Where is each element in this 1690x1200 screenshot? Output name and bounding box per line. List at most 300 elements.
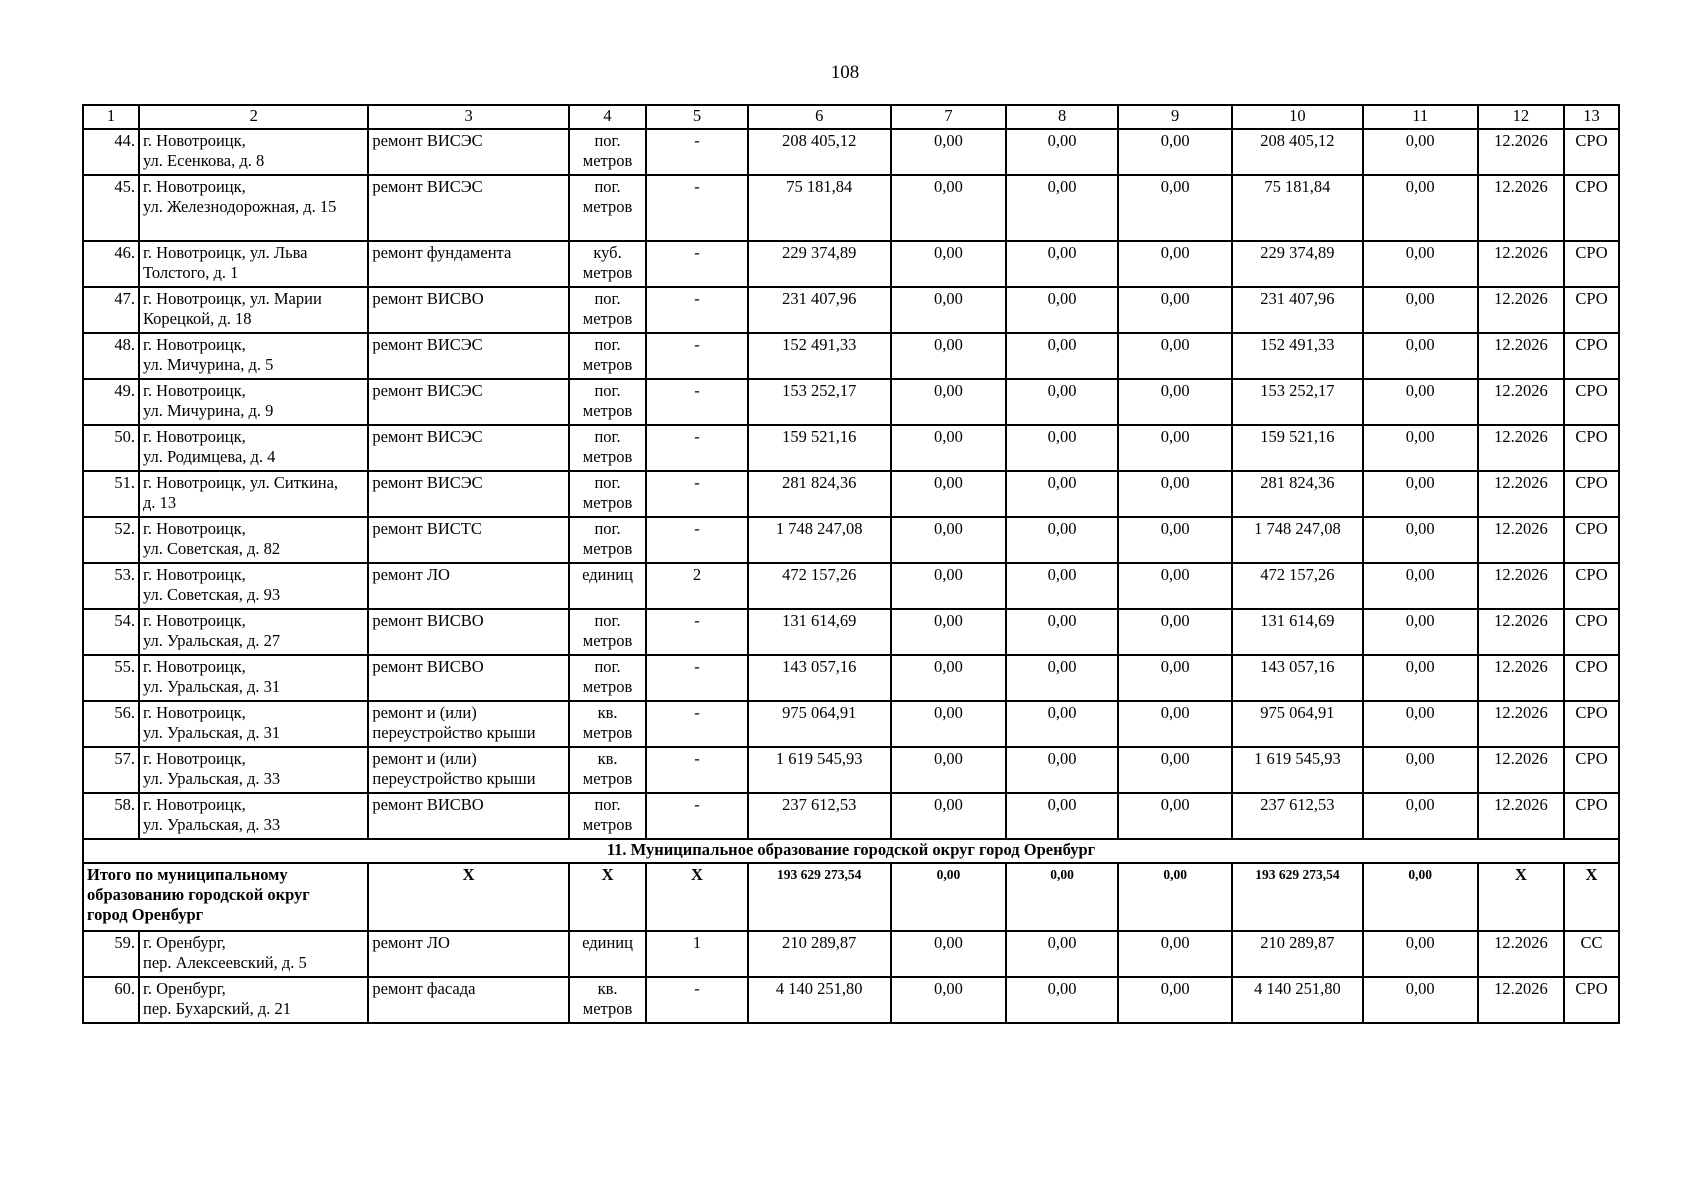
amount-cell-c8: 0,00 xyxy=(1006,931,1118,977)
work-type-cell-line: ремонт ВИСТС xyxy=(372,519,482,538)
unit-cell xyxy=(569,793,647,839)
work-type-cell-line: переустройство крыши xyxy=(372,769,536,788)
table-row xyxy=(83,425,1619,471)
address-cell xyxy=(139,517,368,563)
unit-cell-line: кв. xyxy=(597,703,618,722)
amount-cell-c6: 208 405,12 xyxy=(748,129,891,175)
row-number: 55. xyxy=(83,655,139,701)
amount-cell-c10: 152 491,33 xyxy=(1232,333,1362,379)
table-row xyxy=(83,287,1619,333)
amount-cell-c8: 0,00 xyxy=(1006,175,1118,241)
amount-cell-c7: 0,00 xyxy=(891,563,1006,609)
row-number: 46. xyxy=(83,241,139,287)
funding-method-cell: СРО xyxy=(1564,609,1619,655)
address-cell-line: ул. Уральская, д. 31 xyxy=(143,723,281,742)
unit-cell-line: метров xyxy=(582,769,633,788)
quantity-cell: - xyxy=(646,287,747,333)
quantity-cell: - xyxy=(646,747,747,793)
column-header: 8 xyxy=(1006,105,1118,129)
work-type-cell xyxy=(368,287,568,333)
work-type-cell-line: переустройство крыши xyxy=(372,723,536,742)
unit-cell-line: пог. xyxy=(594,335,621,354)
row-number: 56. xyxy=(83,701,139,747)
table-row xyxy=(83,333,1619,379)
amount-cell-c6: 152 491,33 xyxy=(748,333,891,379)
amount-cell-c9: 0,00 xyxy=(1118,425,1232,471)
deadline-cell: 12.2026 xyxy=(1478,129,1564,175)
amount-cell-c9: 0,00 xyxy=(1118,241,1232,287)
total-c13: X xyxy=(1564,863,1619,931)
unit-cell xyxy=(569,747,647,793)
work-type-cell-line: ремонт и (или) xyxy=(372,749,477,768)
funding-method-cell: СРО xyxy=(1564,793,1619,839)
total-amount-c11: 0,00 xyxy=(1363,863,1478,931)
address-cell-line: г. Новотроицк, xyxy=(143,177,246,196)
deadline-cell: 12.2026 xyxy=(1478,563,1564,609)
amount-cell-c9: 0,00 xyxy=(1118,129,1232,175)
address-cell xyxy=(139,333,368,379)
unit-cell-line: метров xyxy=(582,999,633,1018)
amount-cell-c8: 0,00 xyxy=(1006,655,1118,701)
table-row xyxy=(83,241,1619,287)
total-amount-c6: 193 629 273,54 xyxy=(748,863,891,931)
work-type-cell xyxy=(368,517,568,563)
address-cell-line: г. Оренбург, xyxy=(143,933,226,952)
funding-method-cell: СРО xyxy=(1564,175,1619,241)
table-row xyxy=(83,701,1619,747)
amount-cell-c6: 231 407,96 xyxy=(748,287,891,333)
column-header: 13 xyxy=(1564,105,1619,129)
amount-cell-c7: 0,00 xyxy=(891,793,1006,839)
amount-cell-c11: 0,00 xyxy=(1363,517,1478,563)
funding-method-cell: СРО xyxy=(1564,747,1619,793)
unit-cell-line: метров xyxy=(582,151,633,170)
amount-cell-c7: 0,00 xyxy=(891,701,1006,747)
column-header: 4 xyxy=(569,105,647,129)
unit-cell xyxy=(569,977,647,1023)
total-label-line: образованию городской округ xyxy=(87,885,310,904)
amount-cell-c6: 229 374,89 xyxy=(748,241,891,287)
amount-cell-c6: 153 252,17 xyxy=(748,379,891,425)
amount-cell-c9: 0,00 xyxy=(1118,333,1232,379)
unit-cell-line: кв. xyxy=(597,749,618,768)
deadline-cell: 12.2026 xyxy=(1478,425,1564,471)
unit-cell-line: пог. xyxy=(594,289,621,308)
work-type-cell xyxy=(368,425,568,471)
funding-method-cell: СРО xyxy=(1564,287,1619,333)
amount-cell-c9: 0,00 xyxy=(1118,701,1232,747)
unit-cell xyxy=(569,333,647,379)
address-cell-line: г. Новотроицк, xyxy=(143,131,246,150)
amount-cell-c7: 0,00 xyxy=(891,747,1006,793)
capital-repair-table xyxy=(82,104,1620,1024)
address-cell xyxy=(139,655,368,701)
column-header: 10 xyxy=(1232,105,1362,129)
total-c12: X xyxy=(1478,863,1564,931)
amount-cell-c11: 0,00 xyxy=(1363,701,1478,747)
amount-cell-c10: 159 521,16 xyxy=(1232,425,1362,471)
amount-cell-c8: 0,00 xyxy=(1006,471,1118,517)
address-cell-line: ул. Советская, д. 82 xyxy=(143,539,281,558)
total-amount-c9: 0,00 xyxy=(1118,863,1232,931)
unit-cell-line: метров xyxy=(582,447,633,466)
amount-cell-c9: 0,00 xyxy=(1118,747,1232,793)
amount-cell-c8: 0,00 xyxy=(1006,609,1118,655)
unit-cell-line: метров xyxy=(582,723,633,742)
address-cell-line: пер. Бухарский, д. 21 xyxy=(143,999,291,1018)
funding-method-cell: СРО xyxy=(1564,563,1619,609)
address-cell-line: Толстого, д. 1 xyxy=(143,263,239,282)
amount-cell-c8: 0,00 xyxy=(1006,701,1118,747)
address-cell xyxy=(139,701,368,747)
quantity-cell: - xyxy=(646,701,747,747)
quantity-cell: - xyxy=(646,333,747,379)
amount-cell-c11: 0,00 xyxy=(1363,977,1478,1023)
work-type-cell-line: ремонт фасада xyxy=(372,979,476,998)
amount-cell-c11: 0,00 xyxy=(1363,129,1478,175)
amount-cell-c10: 472 157,26 xyxy=(1232,563,1362,609)
unit-cell xyxy=(569,931,647,977)
amount-cell-c11: 0,00 xyxy=(1363,931,1478,977)
address-cell-line: г. Новотроицк, ул. Ситкина, xyxy=(143,473,339,492)
address-cell xyxy=(139,977,368,1023)
address-cell-line: г. Новотроицк, xyxy=(143,335,246,354)
work-type-cell-line: ремонт ВИСВО xyxy=(372,657,484,676)
deadline-cell: 12.2026 xyxy=(1478,609,1564,655)
total-amount-c8: 0,00 xyxy=(1006,863,1118,931)
column-header: 6 xyxy=(748,105,891,129)
address-cell-line: г. Новотроицк, xyxy=(143,703,246,722)
work-type-cell xyxy=(368,175,568,241)
unit-cell xyxy=(569,701,647,747)
unit-cell-line: пог. xyxy=(594,177,621,196)
address-cell-line: ул. Уральская, д. 33 xyxy=(143,769,281,788)
unit-cell-line: метров xyxy=(582,631,633,650)
amount-cell-c8: 0,00 xyxy=(1006,129,1118,175)
work-type-cell xyxy=(368,609,568,655)
amount-cell-c9: 0,00 xyxy=(1118,931,1232,977)
work-type-cell xyxy=(368,747,568,793)
deadline-cell: 12.2026 xyxy=(1478,977,1564,1023)
amount-cell-c10: 975 064,91 xyxy=(1232,701,1362,747)
amount-cell-c8: 0,00 xyxy=(1006,287,1118,333)
address-cell-line: г. Новотроицк, ул. Марии xyxy=(143,289,322,308)
amount-cell-c7: 0,00 xyxy=(891,425,1006,471)
work-type-cell-line: ремонт ВИСВО xyxy=(372,795,484,814)
amount-cell-c11: 0,00 xyxy=(1363,471,1478,517)
address-cell xyxy=(139,175,368,241)
address-cell xyxy=(139,471,368,517)
funding-method-cell: СРО xyxy=(1564,977,1619,1023)
row-number: 54. xyxy=(83,609,139,655)
row-number: 51. xyxy=(83,471,139,517)
funding-method-cell: СРО xyxy=(1564,517,1619,563)
unit-cell xyxy=(569,563,647,609)
section-title: 11. Муниципальное образование городской округ город Оренбург xyxy=(83,839,1619,863)
address-cell-line: ул. Мичурина, д. 9 xyxy=(143,401,274,420)
address-cell xyxy=(139,793,368,839)
address-cell-line: ул. Родимцева, д. 4 xyxy=(143,447,276,466)
amount-cell-c9: 0,00 xyxy=(1118,175,1232,241)
table-row xyxy=(83,655,1619,701)
amount-cell-c11: 0,00 xyxy=(1363,793,1478,839)
quantity-cell: - xyxy=(646,129,747,175)
deadline-cell: 12.2026 xyxy=(1478,655,1564,701)
page-number: 108 xyxy=(830,62,860,83)
row-number: 57. xyxy=(83,747,139,793)
amount-cell-c6: 975 064,91 xyxy=(748,701,891,747)
column-header: 7 xyxy=(891,105,1006,129)
amount-cell-c8: 0,00 xyxy=(1006,793,1118,839)
amount-cell-c9: 0,00 xyxy=(1118,563,1232,609)
deadline-cell: 12.2026 xyxy=(1478,333,1564,379)
quantity-cell: - xyxy=(646,379,747,425)
unit-cell xyxy=(569,175,647,241)
amount-cell-c9: 0,00 xyxy=(1118,517,1232,563)
work-type-cell xyxy=(368,129,568,175)
amount-cell-c7: 0,00 xyxy=(891,977,1006,1023)
column-header: 9 xyxy=(1118,105,1232,129)
column-header: 2 xyxy=(139,105,368,129)
work-type-cell-line: ремонт ВИСВО xyxy=(372,611,484,630)
amount-cell-c10: 1 748 247,08 xyxy=(1232,517,1362,563)
deadline-cell: 12.2026 xyxy=(1478,471,1564,517)
unit-cell xyxy=(569,517,647,563)
amount-cell-c8: 0,00 xyxy=(1006,977,1118,1023)
column-header: 11 xyxy=(1363,105,1478,129)
amount-cell-c7: 0,00 xyxy=(891,379,1006,425)
unit-cell xyxy=(569,471,647,517)
unit-cell-line: кв. xyxy=(597,979,618,998)
column-header: 12 xyxy=(1478,105,1564,129)
amount-cell-c11: 0,00 xyxy=(1363,655,1478,701)
unit-cell xyxy=(569,379,647,425)
address-cell-line: г. Новотроицк, xyxy=(143,795,246,814)
row-number: 45. xyxy=(83,175,139,241)
address-cell-line: ул. Уральская, д. 33 xyxy=(143,815,281,834)
amount-cell-c8: 0,00 xyxy=(1006,425,1118,471)
amount-cell-c6: 237 612,53 xyxy=(748,793,891,839)
address-cell xyxy=(139,241,368,287)
amount-cell-c7: 0,00 xyxy=(891,931,1006,977)
work-type-cell xyxy=(368,931,568,977)
funding-method-cell: СРО xyxy=(1564,425,1619,471)
amount-cell-c7: 0,00 xyxy=(891,175,1006,241)
amount-cell-c11: 0,00 xyxy=(1363,747,1478,793)
funding-method-cell: СС xyxy=(1564,931,1619,977)
unit-cell-line: метров xyxy=(582,815,633,834)
row-number: 60. xyxy=(83,977,139,1023)
total-amount-c7: 0,00 xyxy=(891,863,1006,931)
amount-cell-c8: 0,00 xyxy=(1006,747,1118,793)
amount-cell-c11: 0,00 xyxy=(1363,609,1478,655)
quantity-cell: - xyxy=(646,241,747,287)
address-cell-line: г. Новотроицк, xyxy=(143,749,246,768)
work-type-cell-line: ремонт ВИСЭС xyxy=(372,131,483,150)
quantity-cell: 2 xyxy=(646,563,747,609)
quantity-cell: - xyxy=(646,793,747,839)
deadline-cell: 12.2026 xyxy=(1478,379,1564,425)
amount-cell-c10: 75 181,84 xyxy=(1232,175,1362,241)
address-cell xyxy=(139,609,368,655)
address-cell-line: ул. Есенкова, д. 8 xyxy=(143,151,265,170)
amount-cell-c6: 281 824,36 xyxy=(748,471,891,517)
amount-cell-c10: 229 374,89 xyxy=(1232,241,1362,287)
address-cell-line: г. Новотроицк, ул. Льва xyxy=(143,243,308,262)
work-type-cell-line: ремонт ВИСЭС xyxy=(372,427,483,446)
quantity-cell: - xyxy=(646,471,747,517)
funding-method-cell: СРО xyxy=(1564,701,1619,747)
table-row xyxy=(83,379,1619,425)
quantity-cell: - xyxy=(646,609,747,655)
address-cell-line: ул. Железнодорожная, д. 15 xyxy=(143,197,337,216)
unit-cell-line: пог. xyxy=(594,473,621,492)
row-number: 49. xyxy=(83,379,139,425)
work-type-cell-line: ремонт ВИСЭС xyxy=(372,473,483,492)
amount-cell-c10: 143 057,16 xyxy=(1232,655,1362,701)
amount-cell-c11: 0,00 xyxy=(1363,287,1478,333)
amount-cell-c11: 0,00 xyxy=(1363,175,1478,241)
unit-cell xyxy=(569,425,647,471)
funding-method-cell: СРО xyxy=(1564,471,1619,517)
deadline-cell: 12.2026 xyxy=(1478,701,1564,747)
work-type-cell-line: ремонт ВИСЭС xyxy=(372,381,483,400)
address-cell-line: ул. Уральская, д. 27 xyxy=(143,631,281,650)
row-number: 50. xyxy=(83,425,139,471)
amount-cell-c10: 131 614,69 xyxy=(1232,609,1362,655)
amount-cell-c9: 0,00 xyxy=(1118,379,1232,425)
column-header: 3 xyxy=(368,105,568,129)
unit-cell-line: пог. xyxy=(594,657,621,676)
amount-cell-c10: 153 252,17 xyxy=(1232,379,1362,425)
amount-cell-c11: 0,00 xyxy=(1363,333,1478,379)
quantity-cell: 1 xyxy=(646,931,747,977)
amount-cell-c9: 0,00 xyxy=(1118,655,1232,701)
amount-cell-c6: 75 181,84 xyxy=(748,175,891,241)
address-cell-line: г. Новотроицк, xyxy=(143,657,246,676)
address-cell xyxy=(139,129,368,175)
address-cell-line: г. Новотроицк, xyxy=(143,611,246,630)
total-c5: X xyxy=(646,863,747,931)
work-type-cell xyxy=(368,977,568,1023)
work-type-cell-line: ремонт ВИСЭС xyxy=(372,335,483,354)
amount-cell-c6: 472 157,26 xyxy=(748,563,891,609)
amount-cell-c8: 0,00 xyxy=(1006,517,1118,563)
amount-cell-c6: 143 057,16 xyxy=(748,655,891,701)
address-cell-line: д. 13 xyxy=(143,493,177,512)
amount-cell-c7: 0,00 xyxy=(891,517,1006,563)
unit-cell-line: пог. xyxy=(594,795,621,814)
funding-method-cell: СРО xyxy=(1564,333,1619,379)
address-cell xyxy=(139,379,368,425)
row-number: 48. xyxy=(83,333,139,379)
unit-cell-line: пог. xyxy=(594,131,621,150)
unit-cell xyxy=(569,129,647,175)
address-cell xyxy=(139,563,368,609)
funding-method-cell: СРО xyxy=(1564,655,1619,701)
address-cell-line: г. Новотроицк, xyxy=(143,427,246,446)
unit-cell xyxy=(569,241,647,287)
address-cell-line: пер. Алексеевский, д. 5 xyxy=(143,953,307,972)
unit-cell-line: метров xyxy=(582,263,633,282)
row-number: 47. xyxy=(83,287,139,333)
unit-cell-line: метров xyxy=(582,309,633,328)
row-number: 58. xyxy=(83,793,139,839)
amount-cell-c6: 159 521,16 xyxy=(748,425,891,471)
work-type-cell-line: ремонт ВИСЭС xyxy=(372,177,483,196)
quantity-cell: - xyxy=(646,517,747,563)
column-header: 5 xyxy=(646,105,747,129)
table-row xyxy=(83,471,1619,517)
row-number: 59. xyxy=(83,931,139,977)
work-type-cell-line: ремонт и (или) xyxy=(372,703,477,722)
unit-cell-line: пог. xyxy=(594,611,621,630)
amount-cell-c7: 0,00 xyxy=(891,471,1006,517)
table-row xyxy=(83,977,1619,1023)
quantity-cell: - xyxy=(646,977,747,1023)
table-row xyxy=(83,747,1619,793)
deadline-cell: 12.2026 xyxy=(1478,287,1564,333)
amount-cell-c10: 231 407,96 xyxy=(1232,287,1362,333)
amount-cell-c10: 237 612,53 xyxy=(1232,793,1362,839)
unit-cell-line: метров xyxy=(582,539,633,558)
amount-cell-c10: 281 824,36 xyxy=(1232,471,1362,517)
amount-cell-c9: 0,00 xyxy=(1118,287,1232,333)
table-row xyxy=(83,175,1619,241)
total-c3: X xyxy=(368,863,568,931)
deadline-cell: 12.2026 xyxy=(1478,241,1564,287)
total-row xyxy=(83,863,1619,931)
unit-cell-line: пог. xyxy=(594,381,621,400)
table-row xyxy=(83,793,1619,839)
unit-cell-line: пог. xyxy=(594,427,621,446)
amount-cell-c8: 0,00 xyxy=(1006,563,1118,609)
row-number: 44. xyxy=(83,129,139,175)
total-label xyxy=(83,863,368,931)
work-type-cell xyxy=(368,333,568,379)
address-cell xyxy=(139,747,368,793)
total-label-line: Итого по муниципальному xyxy=(87,865,288,884)
address-cell xyxy=(139,425,368,471)
work-type-cell xyxy=(368,793,568,839)
row-number: 52. xyxy=(83,517,139,563)
table-row xyxy=(83,609,1619,655)
amount-cell-c9: 0,00 xyxy=(1118,977,1232,1023)
address-cell-line: Корецкой, д. 18 xyxy=(143,309,252,328)
unit-cell-line: метров xyxy=(582,493,633,512)
work-type-cell xyxy=(368,241,568,287)
amount-cell-c7: 0,00 xyxy=(891,241,1006,287)
work-type-cell xyxy=(368,563,568,609)
table-row xyxy=(83,931,1619,977)
deadline-cell: 12.2026 xyxy=(1478,747,1564,793)
amount-cell-c10: 4 140 251,80 xyxy=(1232,977,1362,1023)
amount-cell-c11: 0,00 xyxy=(1363,241,1478,287)
total-c4: X xyxy=(569,863,647,931)
unit-cell-line: метров xyxy=(582,677,633,696)
amount-cell-c11: 0,00 xyxy=(1363,425,1478,471)
unit-cell xyxy=(569,287,647,333)
amount-cell-c7: 0,00 xyxy=(891,655,1006,701)
amount-cell-c7: 0,00 xyxy=(891,287,1006,333)
amount-cell-c6: 4 140 251,80 xyxy=(748,977,891,1023)
unit-cell xyxy=(569,655,647,701)
table-row xyxy=(83,517,1619,563)
unit-cell-line: метров xyxy=(582,355,633,374)
address-cell-line: г. Оренбург, xyxy=(143,979,226,998)
amount-cell-c9: 0,00 xyxy=(1118,609,1232,655)
quantity-cell: - xyxy=(646,175,747,241)
